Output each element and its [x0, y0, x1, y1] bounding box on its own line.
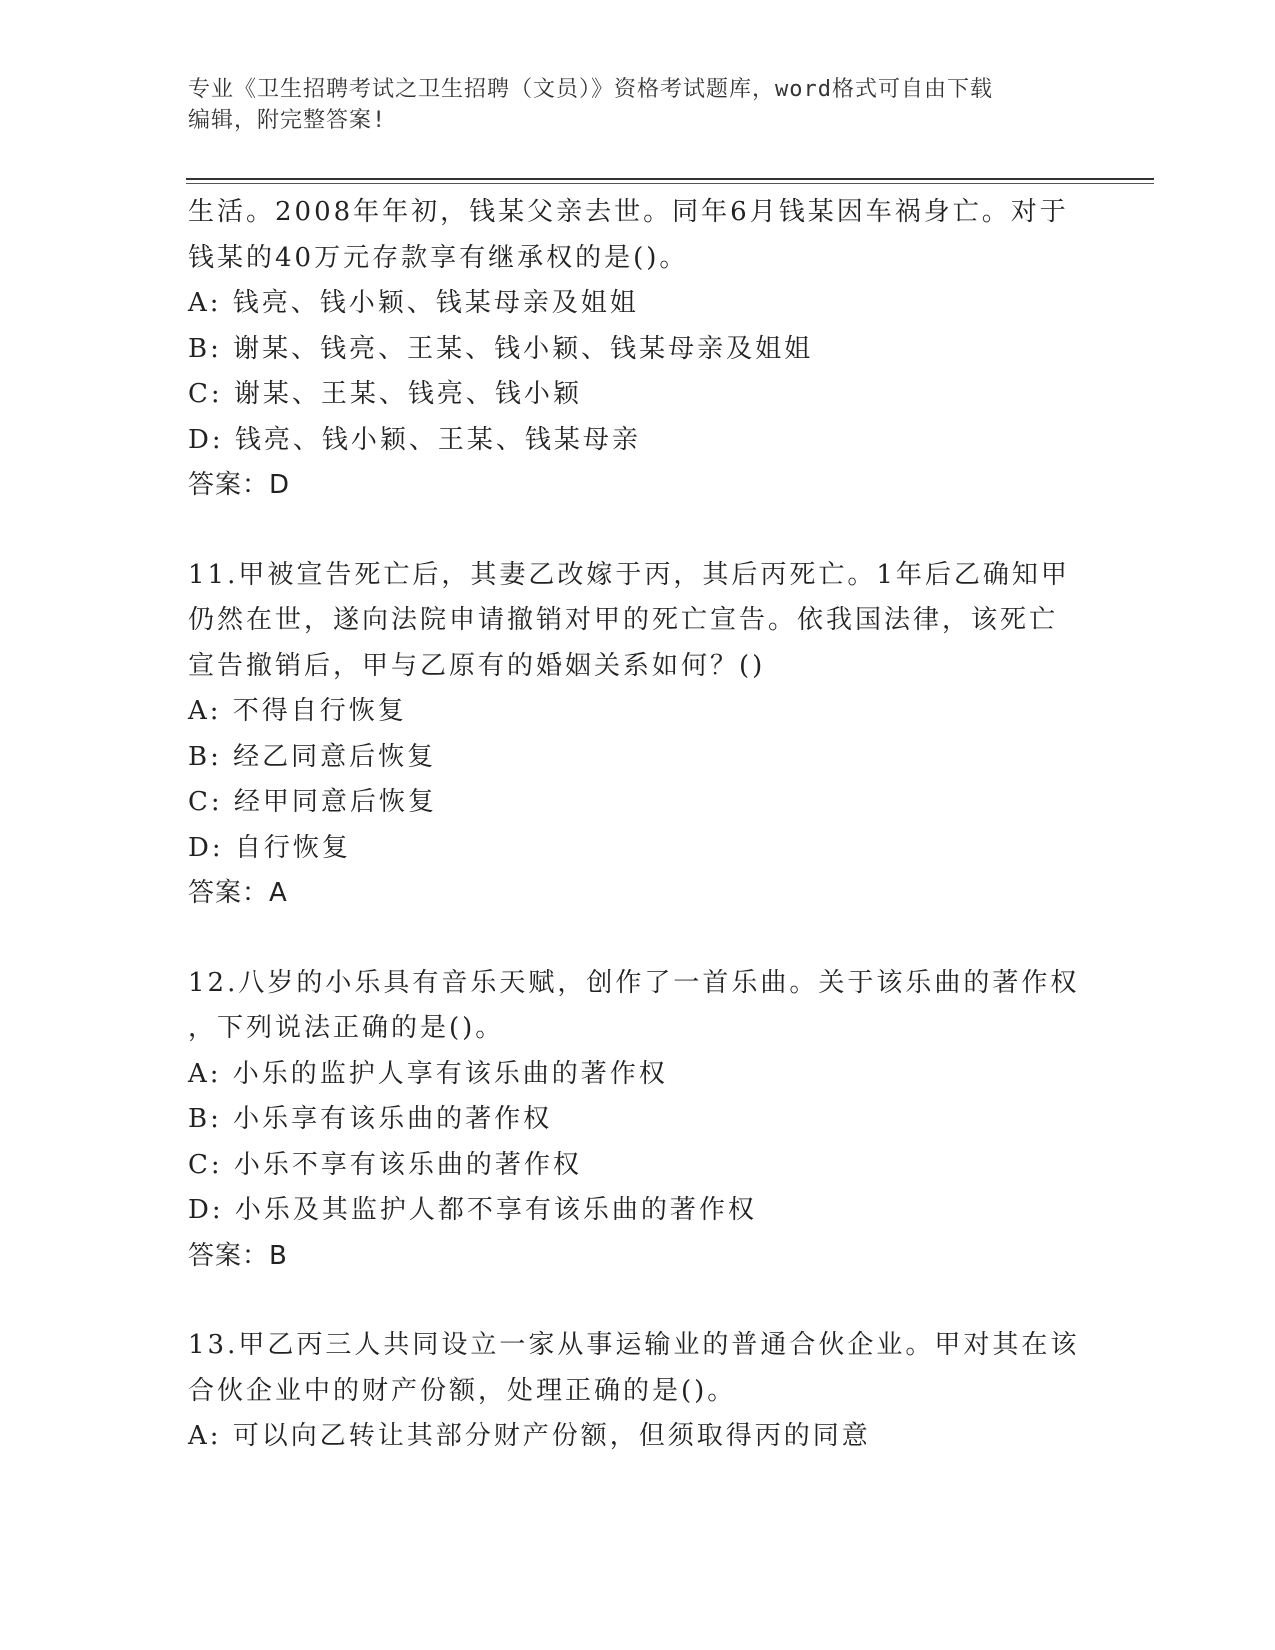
option-b: B: 经乙同意后恢复 [188, 741, 437, 772]
question-stem-line: 12.八岁的小乐具有音乐天赋，创作了一首乐曲。关于该乐曲的著作权 [188, 967, 1080, 998]
question-stem-line: 钱某的40万元存款享有继承权的是()。 [188, 242, 689, 273]
header-line-2: 编辑，附完整答案! [188, 108, 387, 133]
header-rule-thick [186, 178, 1154, 180]
question-stem-line: 合伙企业中的财产份额，处理正确的是()。 [188, 1375, 737, 1406]
option-d: D: 自行恢复 [188, 832, 351, 863]
answer-label: 答案：A [188, 878, 288, 908]
option-c: C: 小乐不享有该乐曲的著作权 [188, 1149, 582, 1180]
question-list [188, 190, 1088, 1460]
option-a: A: 不得自行恢复 [188, 696, 407, 726]
option-b: B: 谢某、钱亮、王某、钱小颖、钱某母亲及姐姐 [188, 333, 814, 364]
option-c: C: 经甲同意后恢复 [188, 787, 437, 817]
answer-label: 答案：B [188, 1240, 288, 1271]
option-d: D: 小乐及其监护人都不享有该乐曲的著作权 [188, 1195, 757, 1225]
header-rule-thin [186, 183, 1154, 184]
option-c: C: 谢某、王某、钱亮、钱小颖 [188, 379, 582, 409]
option-d: D: 钱亮、钱小颖、王某、钱某母亲 [188, 424, 641, 455]
option-a: A: 钱亮、钱小颖、钱某母亲及姐姐 [188, 288, 639, 318]
question-stem-line: 13.甲乙丙三人共同设立一家从事运输业的普通合伙企业。甲对其在该 [188, 1330, 1080, 1360]
question-11 [188, 553, 1088, 917]
question-stem-line: 11.甲被宣告死亡后，其妻乙改嫁于丙，其后丙死亡。1年后乙确知甲 [188, 559, 1070, 590]
option-a: A: 小乐的监护人享有该乐曲的著作权 [188, 1058, 668, 1089]
question-12 [188, 961, 1088, 1280]
question-stem-line: 仍然在世，遂向法院申请撤销对甲的死亡宣告。依我国法律，该死亡 [188, 605, 1059, 635]
question-10-continued [188, 190, 1088, 509]
option-a: A: 可以向乙转让其部分财产份额，但须取得丙的同意 [188, 1421, 871, 1451]
question-stem-line: ，下列说法正确的是()。 [188, 1013, 505, 1043]
question-stem-line: 生活。2008年年初，钱某父亲去世。同年6月钱某因车祸身亡。对于 [188, 197, 1069, 227]
document-header [188, 74, 1068, 136]
question-stem-line: 宣告撤销后，甲与乙原有的婚姻关系如何？() [188, 650, 766, 681]
header-line-1: 专业《卫生招聘考试之卫生招聘（文员）》资格考试题库，word格式可自由下载 [188, 77, 993, 102]
answer-label: 答案：D [188, 470, 291, 500]
option-b: B: 小乐享有该乐曲的著作权 [188, 1104, 553, 1134]
question-13 [188, 1323, 1088, 1460]
